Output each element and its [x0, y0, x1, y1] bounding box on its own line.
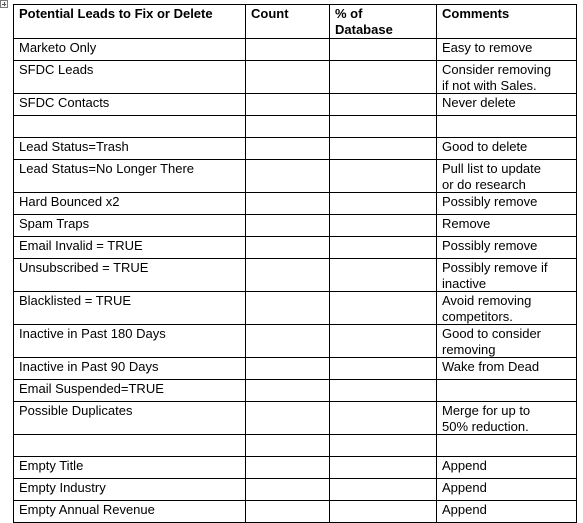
table-row — [14, 116, 577, 138]
row-label: Blacklisted = TRUE — [14, 292, 246, 325]
row-percent — [330, 138, 437, 160]
leads-cleanup-table — [13, 4, 577, 523]
row-comment: Pull list to update or do research — [437, 160, 577, 193]
row-percent — [330, 39, 437, 61]
table-row — [14, 325, 577, 358]
row-label: Marketo Only — [14, 39, 246, 61]
table-row — [14, 259, 577, 292]
row-label: Empty Title — [14, 457, 246, 479]
row-percent — [330, 292, 437, 325]
row-count — [246, 160, 330, 193]
table-row — [14, 193, 577, 215]
row-comment: Easy to remove — [437, 39, 577, 61]
row-comment: Avoid removing competitors. — [437, 292, 577, 325]
table-move-handle-icon[interactable] — [0, 0, 8, 8]
row-comment: Append — [437, 479, 577, 501]
row-percent — [330, 479, 437, 501]
row-percent — [330, 501, 437, 523]
row-comment: Wake from Dead — [437, 358, 577, 380]
row-label: Email Invalid = TRUE — [14, 237, 246, 259]
row-comment: Append — [437, 501, 577, 523]
row-label: Empty Industry — [14, 479, 246, 501]
row-label: Inactive in Past 180 Days — [14, 325, 246, 358]
row-comment: Possibly remove if inactive — [437, 259, 577, 292]
header-potential-leads: Potential Leads to Fix or Delete — [14, 5, 246, 39]
row-count — [246, 292, 330, 325]
row-label: Lead Status=Trash — [14, 138, 246, 160]
row-percent — [330, 325, 437, 358]
row-comment: Never delete — [437, 94, 577, 116]
table-row — [14, 457, 577, 479]
row-comment: Good to delete — [437, 138, 577, 160]
row-label: Inactive in Past 90 Days — [14, 358, 246, 380]
table-row — [14, 479, 577, 501]
row-percent — [330, 358, 437, 380]
table-row — [14, 435, 577, 457]
row-label: Empty Annual Revenue — [14, 501, 246, 523]
table-row — [14, 402, 577, 435]
table-row — [14, 94, 577, 116]
row-count — [246, 358, 330, 380]
row-label: Possible Duplicates — [14, 402, 246, 435]
row-label: Spam Traps — [14, 215, 246, 237]
table-row — [14, 215, 577, 237]
row-count — [246, 435, 330, 457]
row-comment: Append — [437, 457, 577, 479]
row-comment: Merge for up to 50% reduction. — [437, 402, 577, 435]
row-comment: Good to consider removing — [437, 325, 577, 358]
table-row — [14, 358, 577, 380]
row-count — [246, 39, 330, 61]
row-label — [14, 116, 246, 138]
table-row — [14, 138, 577, 160]
row-count — [246, 259, 330, 292]
row-label — [14, 435, 246, 457]
row-label: Unsubscribed = TRUE — [14, 259, 246, 292]
row-count — [246, 94, 330, 116]
row-percent — [330, 380, 437, 402]
header-percent-of-database: % of Database — [330, 5, 437, 39]
row-count — [246, 380, 330, 402]
row-label: SFDC Contacts — [14, 94, 246, 116]
row-percent — [330, 160, 437, 193]
row-percent — [330, 259, 437, 292]
row-count — [246, 325, 330, 358]
row-comment — [437, 116, 577, 138]
table-row — [14, 501, 577, 523]
row-label: Hard Bounced x2 — [14, 193, 246, 215]
table-row — [14, 39, 577, 61]
row-percent — [330, 61, 437, 94]
table-row — [14, 61, 577, 94]
row-label: Email Suspended=TRUE — [14, 380, 246, 402]
row-comment: Consider removing if not with Sales. — [437, 61, 577, 94]
row-percent — [330, 457, 437, 479]
table-row — [14, 380, 577, 402]
row-count — [246, 501, 330, 523]
row-percent — [330, 193, 437, 215]
table-row — [14, 160, 577, 193]
row-label: SFDC Leads — [14, 61, 246, 94]
row-count — [246, 479, 330, 501]
row-comment: Possibly remove — [437, 237, 577, 259]
row-percent — [330, 435, 437, 457]
row-count — [246, 402, 330, 435]
row-count — [246, 61, 330, 94]
row-comment — [437, 380, 577, 402]
header-count: Count — [246, 5, 330, 39]
row-percent — [330, 237, 437, 259]
row-percent — [330, 402, 437, 435]
table-row — [14, 237, 577, 259]
row-count — [246, 237, 330, 259]
row-percent — [330, 94, 437, 116]
row-count — [246, 457, 330, 479]
row-count — [246, 193, 330, 215]
row-count — [246, 215, 330, 237]
table-row — [14, 292, 577, 325]
row-label: Lead Status=No Longer There — [14, 160, 246, 193]
header-comments: Comments — [437, 5, 577, 39]
row-comment: Remove — [437, 215, 577, 237]
header-row — [14, 5, 577, 39]
row-percent — [330, 215, 437, 237]
row-comment: Possibly remove — [437, 193, 577, 215]
row-count — [246, 116, 330, 138]
row-count — [246, 138, 330, 160]
row-comment — [437, 435, 577, 457]
row-percent — [330, 116, 437, 138]
